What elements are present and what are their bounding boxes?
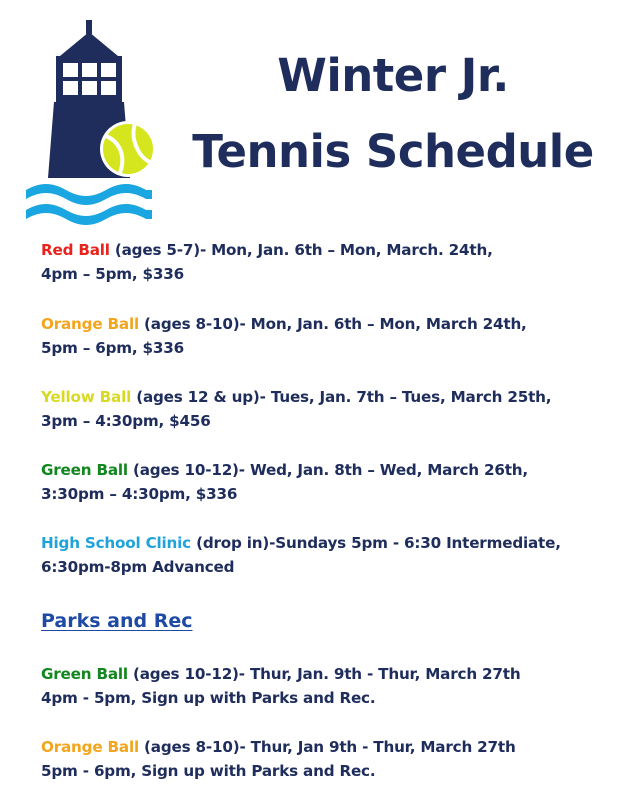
entry-tag: Yellow Ball	[41, 388, 132, 406]
entry-tag: Red Ball	[41, 241, 110, 259]
entry-tag: Green Ball	[41, 461, 128, 479]
entry-line2: 3:30pm – 4:30pm, $336	[41, 485, 238, 503]
parks-entry-orange	[41, 735, 631, 783]
entry-line2: 5pm - 6pm, Sign up with Parks and Rec.	[41, 762, 376, 780]
title-line-1: Winter Jr.	[277, 49, 509, 102]
entry-line2: 5pm – 6pm, $336	[41, 339, 185, 357]
entry-line2: 3pm – 4:30pm, $456	[41, 412, 211, 430]
entry-line2: 4pm – 5pm, $336	[41, 265, 185, 283]
entry-line1: (ages 10-12)- Wed, Jan. 8th – Wed, March 26th,	[127, 461, 528, 479]
schedule-entry-high-school	[41, 531, 631, 579]
entry-line1: (drop in)-Sundays 5pm - 6:30 Intermediate,	[190, 534, 561, 552]
entry-line1: (ages 8-10)- Thur, Jan 9th - Thur, March 27th	[138, 738, 516, 756]
schedule-entry-red	[41, 238, 631, 286]
entry-line2: 6:30pm-8pm Advanced	[41, 558, 235, 576]
entry-tag: High School Clinic	[41, 534, 191, 552]
entry-line1: (ages 5-7)- Mon, Jan. 6th – Mon, March. 24th,	[109, 241, 493, 259]
title-line-2: Tennis Schedule	[192, 125, 594, 178]
page-title	[158, 38, 628, 190]
entry-tag: Orange Ball	[41, 315, 139, 333]
schedule-entry-yellow	[41, 385, 631, 433]
entry-tag: Orange Ball	[41, 738, 139, 756]
entry-tag: Green Ball	[41, 665, 128, 683]
section-heading-parks-and-rec[interactable]: Parks and Rec	[41, 610, 193, 632]
lighthouse-logo	[22, 18, 157, 228]
parks-entry-green	[41, 662, 631, 710]
entry-line2: 4pm - 5pm, Sign up with Parks and Rec.	[41, 689, 376, 707]
entry-line1: (ages 10-12)- Thur, Jan. 9th - Thur, March 27th	[127, 665, 521, 683]
entry-line1: (ages 12 & up)- Tues, Jan. 7th – Tues, March 25th,	[131, 388, 552, 406]
entry-line1: (ages 8-10)- Mon, Jan. 6th – Mon, March 24th,	[138, 315, 527, 333]
schedule-entry-orange	[41, 312, 631, 360]
schedule-entry-green	[41, 458, 631, 506]
